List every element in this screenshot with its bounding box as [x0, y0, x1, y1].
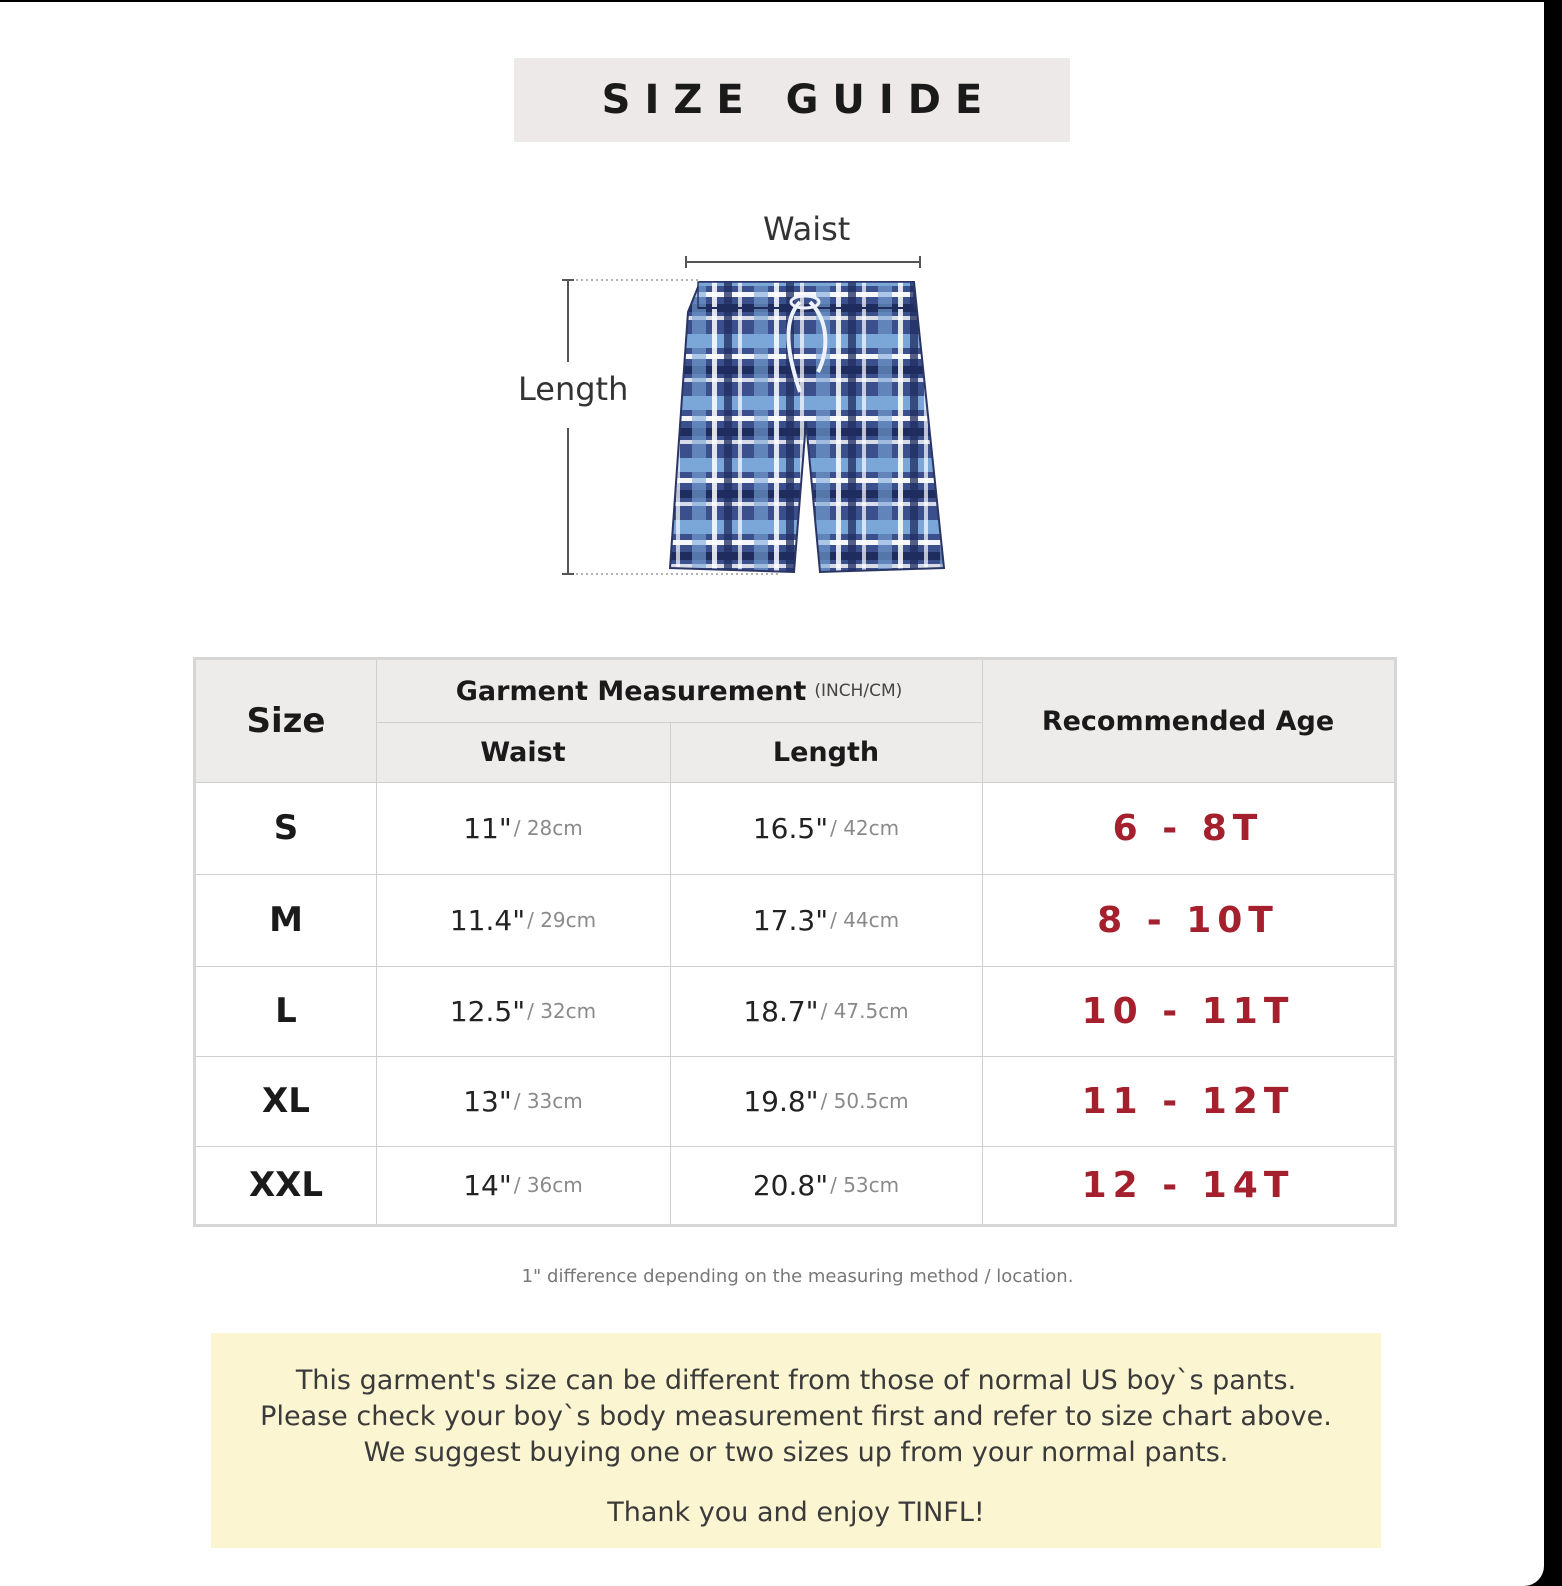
table-row-age: 12 - 14T [1081, 1164, 1295, 1206]
length-label: Length [518, 370, 629, 408]
size-guide-page [0, 2, 1544, 1586]
header-waist: Waist [480, 736, 566, 768]
table-row-size: S [273, 808, 299, 848]
table-row-size: XL [262, 1081, 310, 1121]
table-row-age: 6 - 8T [1112, 807, 1264, 849]
table-row-age: 8 - 10T [1097, 899, 1279, 941]
table-row-length: 18.7" / 47.5cm [743, 994, 909, 1028]
table-row-size: L [275, 991, 297, 1031]
header-garment-measurement: Garment Measurement (INCH/CM) [455, 675, 903, 707]
table-row-length: 17.3" / 44cm [752, 903, 900, 937]
table-row-waist: 11.4" / 29cm [449, 903, 597, 937]
table-row-length: 19.8" / 50.5cm [743, 1084, 909, 1118]
plaid-shorts-image [500, 202, 960, 592]
header-size: Size [246, 701, 326, 741]
notice-line: This garment's size can be different from those of normal US boy`s pants. [295, 1365, 1297, 1396]
table-row-size: XXL [248, 1165, 324, 1205]
table-row-length: 20.8" / 53cm [752, 1168, 900, 1202]
unit-note: (INCH/CM) [814, 681, 903, 701]
notice-line: Please check your boy`s body measurement first and refer to size chart above. [260, 1401, 1332, 1432]
header-recommended-age: Recommended Age [1041, 705, 1335, 737]
table-row-length: 16.5" / 42cm [752, 811, 900, 845]
table-row-waist: 11" / 28cm [463, 811, 583, 845]
table-row-age: 10 - 11T [1081, 990, 1295, 1032]
notice-thanks: Thank you and enjoy TINFL! [607, 1497, 985, 1528]
waist-label: Waist [763, 210, 851, 248]
table-row-age: 11 - 12T [1081, 1080, 1295, 1122]
title-banner [514, 58, 1070, 142]
measurement-footnote: 1" difference depending on the measuring method / location. [521, 1266, 1074, 1287]
header-length: Length [772, 736, 880, 768]
size-table [193, 657, 1397, 1227]
page-title: SIZE GUIDE [601, 77, 997, 123]
notice-line: We suggest buying one or two sizes up from your normal pants. [363, 1437, 1229, 1468]
notice-box [211, 1333, 1381, 1548]
table-row-waist: 14" / 36cm [463, 1168, 583, 1202]
table-row-waist: 13" / 33cm [463, 1084, 583, 1118]
table-row-waist: 12.5" / 32cm [449, 994, 597, 1028]
table-row-size: M [269, 900, 303, 940]
